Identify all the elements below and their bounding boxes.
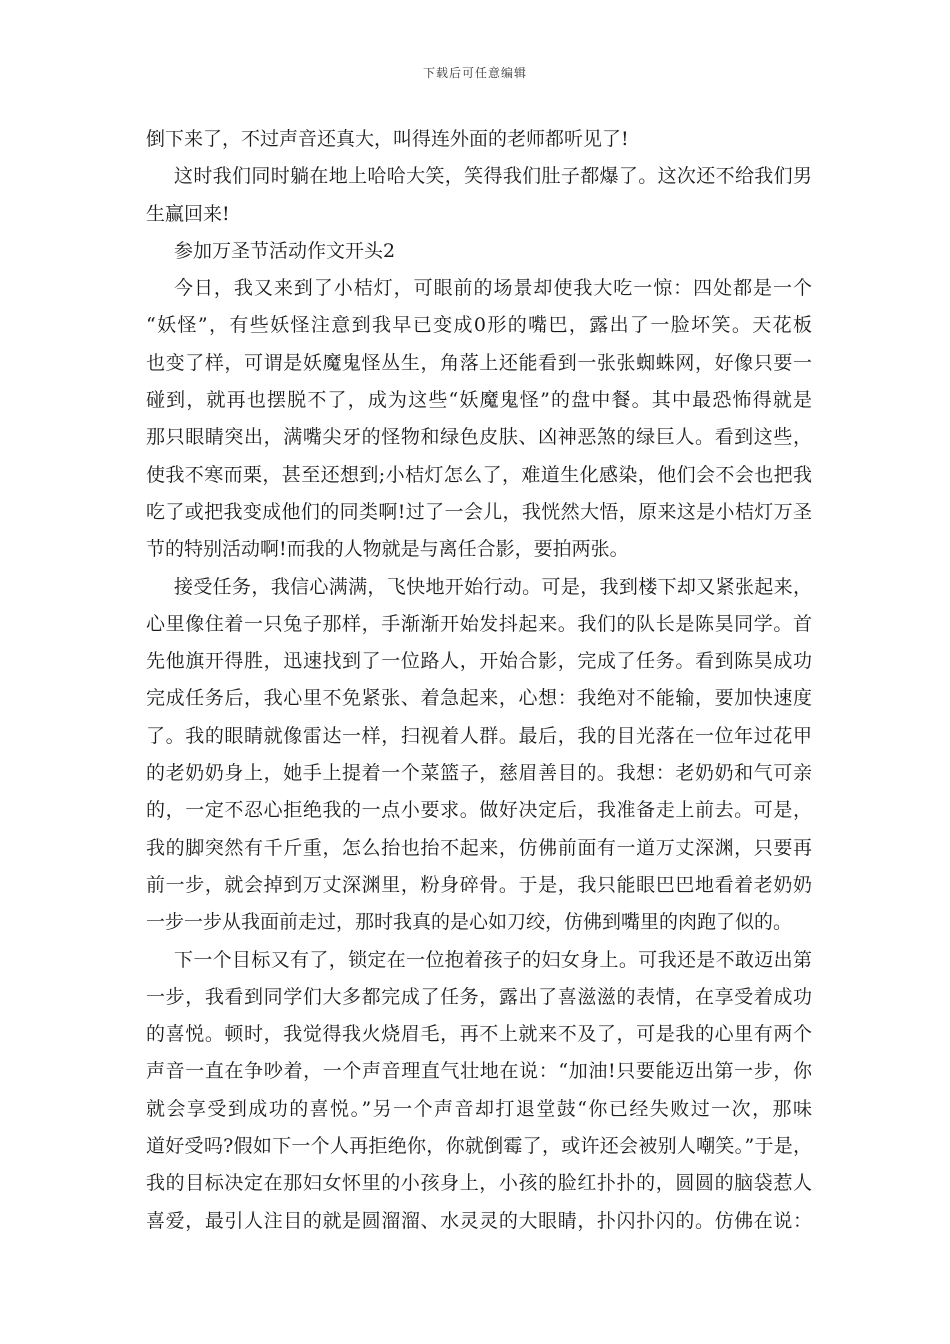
text-line: 先他旗开得胜，迅速找到了一位路人，开始合影，完成了任务。看到陈昊成功 xyxy=(146,650,812,673)
page-header: 下载后可任意编辑 xyxy=(422,66,527,80)
text-line: 吃了或把我变成他们的同类啊!过了一会儿，我恍然大悟，原来这是小桔灯万圣 xyxy=(146,500,812,523)
text-line: 一步一步从我面前走过，那时我真的是心如刀绞，仿佛到嘴里的肉跑了似的。 xyxy=(146,911,793,934)
text-line: 参加万圣节活动作文开头2 xyxy=(174,239,396,262)
text-line: 接受任务，我信心满满，飞快地开始行动。可是，我到楼下却又紧张起来， xyxy=(174,575,812,598)
text-line: 碰到，就再也摆脱不了，成为这些“妖魔鬼怪”的盘中餐。其中最恐怖得就是 xyxy=(146,389,812,412)
text-line: 道好受吗?假如下一个人再拒绝你，你就倒霉了，或许还会被别人嘲笑。”于是， xyxy=(146,1135,812,1158)
text-line: 的喜悦。顿时，我觉得我火烧眉毛，再不上就来不及了，可是我的心里有两个 xyxy=(146,1023,812,1046)
text-line: 下一个目标又有了，锁定在一位抱着孩子的妇女身上。可我还是不敢迈出第 xyxy=(174,948,812,971)
text-line: 今日，我又来到了小桔灯，可眼前的场景却使我大吃一惊：四处都是一个 xyxy=(174,277,812,300)
text-line: 节的特别活动啊!而我的人物就是与离任合影，要拍两张。 xyxy=(146,538,629,561)
text-line: 生赢回来! xyxy=(146,202,230,225)
text-line: 我的目标决定在那妇女怀里的小孩身上，小孩的脸红扑扑的，圆圆的脑袋惹人 xyxy=(146,1172,812,1195)
text-line: 也变了样，可谓是妖魔鬼怪丛生，角落上还能看到一张张蜘蛛网，好像只要一 xyxy=(146,351,812,374)
text-line: 我的脚突然有千斤重，怎么抬也抬不起来，仿佛前面有一道万丈深渊，只要再 xyxy=(146,836,812,859)
document-body xyxy=(146,121,812,1240)
text-line: 心里像住着一只兔子那样，手渐渐开始发抖起来。我们的队长是陈昊同学。首 xyxy=(146,612,812,635)
text-line: 使我不寒而栗，甚至还想到;小桔灯怎么了，难道生化感染，他们会不会也把我 xyxy=(146,463,812,486)
text-line: 前一步，就会掉到万丈深渊里，粉身碎骨。于是，我只能眼巴巴地看着老奶奶 xyxy=(146,873,812,896)
text-line: 一步，我看到同学们大多都完成了任务，露出了喜滋滋的表情，在享受着成功 xyxy=(146,985,812,1008)
text-line: 倒下来了，不过声音还真大，叫得连外面的老师都听见了! xyxy=(146,128,629,150)
text-line: 那只眼睛突出，满嘴尖牙的怪物和绿色皮肤、凶神恶煞的绿巨人。看到这些， xyxy=(146,426,812,449)
text-line: 就会享受到成功的喜悦。”另一个声音却打退堂鼓“你已经失败过一次，那味 xyxy=(146,1097,812,1120)
text-line: 声音一直在争吵着，一个声音理直气壮地在说：“加油!只要能迈出第一步，你 xyxy=(146,1060,812,1083)
text-line: “妖怪”，有些妖怪注意到我早已变成0形的嘴巴，露出了一脸坏笑。天花板 xyxy=(146,314,812,337)
text-line: 的老奶奶身上，她手上提着一个菜篮子，慈眉善目的。我想：老奶奶和气可亲 xyxy=(146,762,812,785)
text-line: 这时我们同时躺在地上哈哈大笑，笑得我们肚子都爆了。这次还不给我们男 xyxy=(174,165,812,188)
text-line: 了。我的眼睛就像雷达一样，扫视着人群。最后，我的目光落在一位年过花甲 xyxy=(146,724,812,747)
text-line: 完成任务后，我心里不免紧张、着急起来，心想：我绝对不能输，要加快速度 xyxy=(146,687,812,710)
text-line: 喜爱，最引人注目的就是圆溜溜、水灵灵的大眼睛，扑闪扑闪的。仿佛在说： xyxy=(146,1209,812,1232)
text-line: 的，一定不忍心拒绝我的一点小要求。做好决定后，我准备走上前去。可是， xyxy=(146,799,812,822)
